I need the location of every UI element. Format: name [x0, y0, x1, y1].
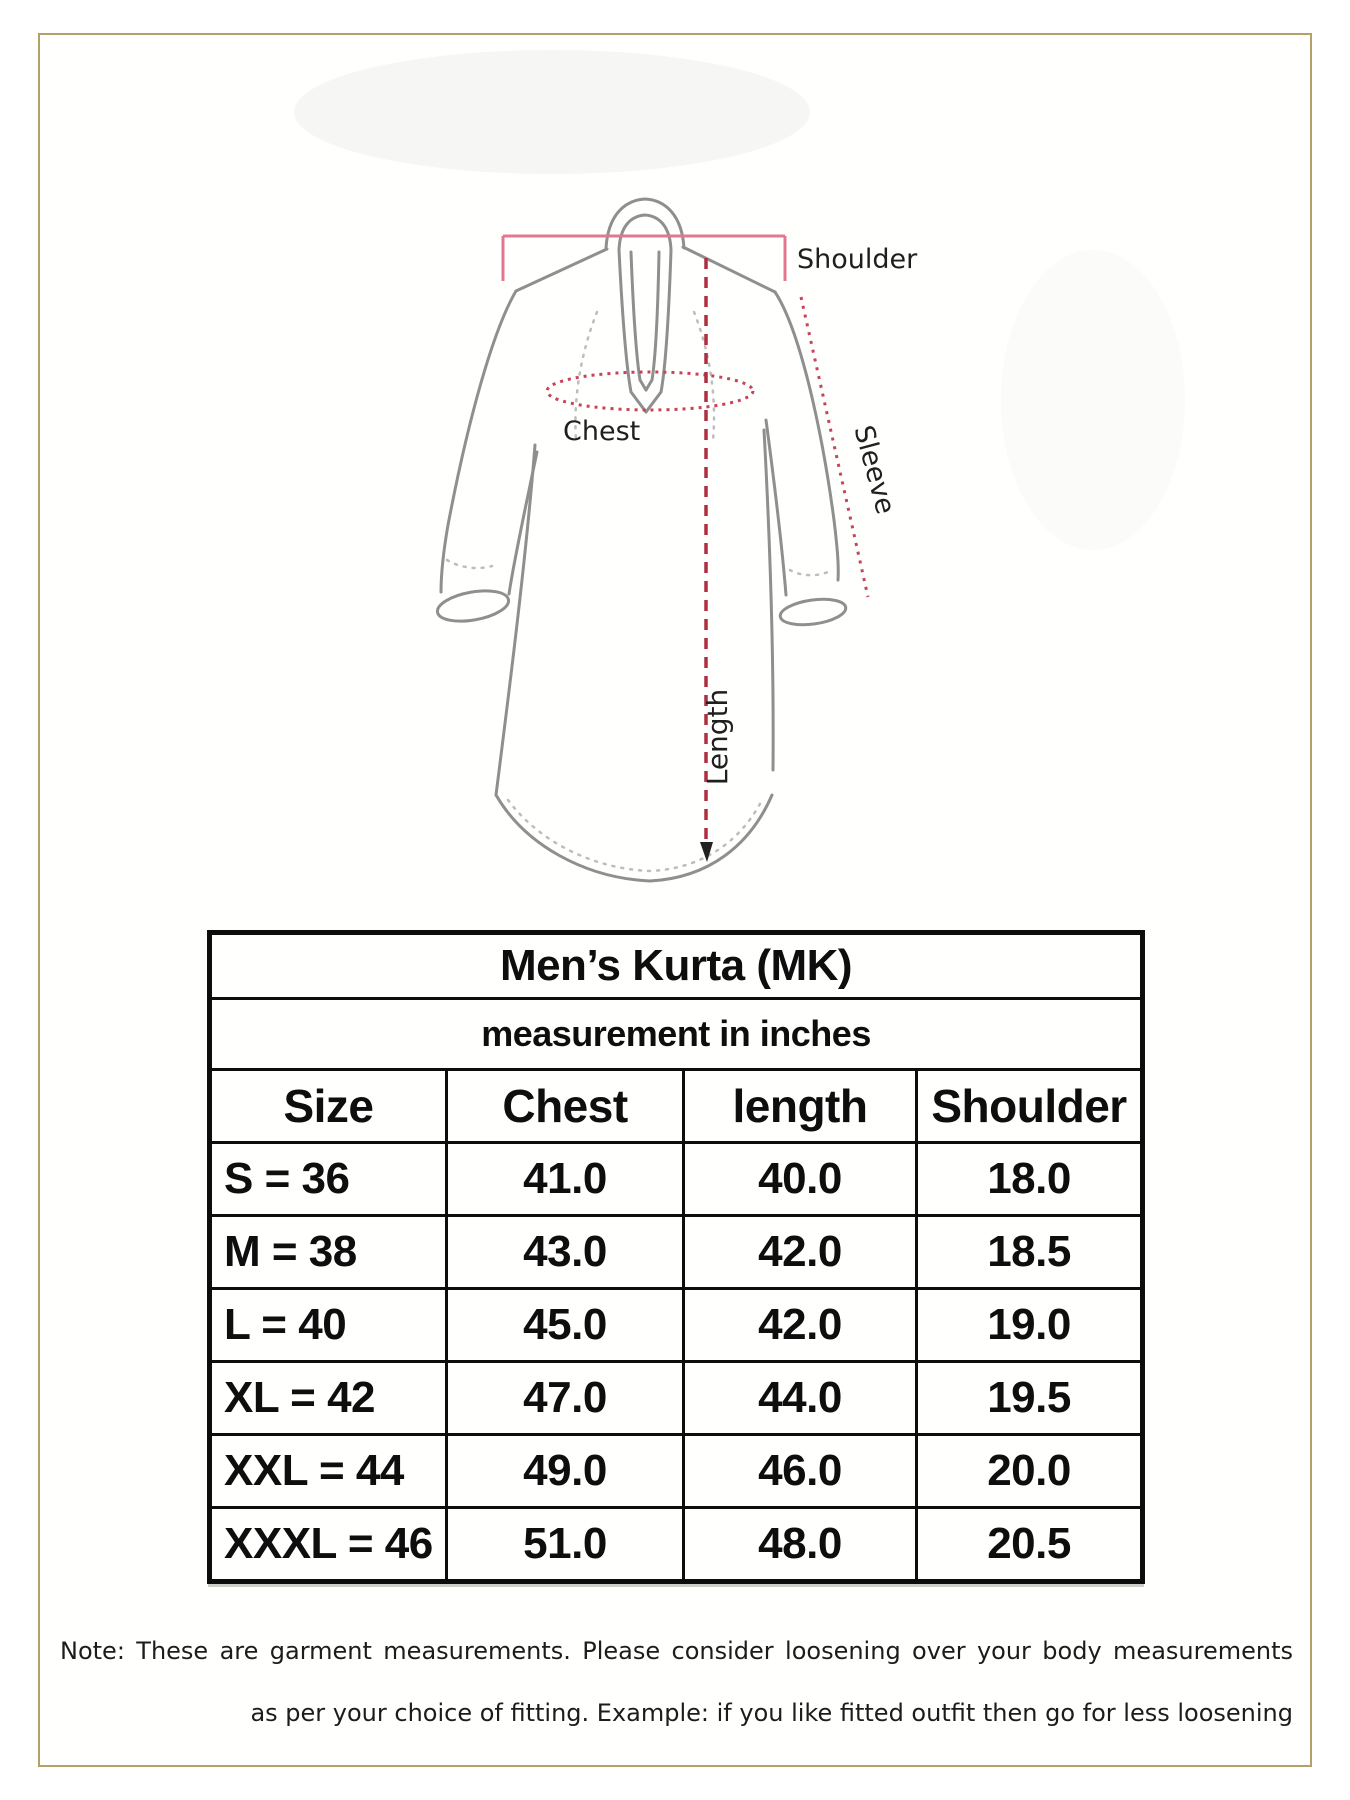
cell-length: 42.0	[684, 1216, 917, 1289]
cell-size: S = 36	[210, 1143, 447, 1216]
cell-length: 44.0	[684, 1362, 917, 1435]
shoulder-label: Shoulder	[797, 244, 918, 275]
faded-watermark-blob	[294, 50, 810, 174]
cell-shoulder: 18.5	[917, 1216, 1143, 1289]
cell-size: M = 38	[210, 1216, 447, 1289]
table-title-row	[210, 933, 1143, 999]
sleeve-label: Sleeve	[847, 422, 901, 518]
table-title: Men’s Kurta (MK)	[210, 933, 1143, 999]
cell-length: 42.0	[684, 1289, 917, 1362]
table-header-row	[210, 1070, 1143, 1143]
column-header-chest: Chest	[447, 1070, 684, 1143]
faded-side-blob	[1001, 250, 1185, 550]
table-row	[210, 1289, 1143, 1362]
cell-shoulder: 20.0	[917, 1435, 1143, 1508]
measurement-note	[60, 1620, 1293, 1744]
cell-size: XXXL = 46	[210, 1508, 447, 1582]
table-subtitle: measurement in inches	[210, 999, 1143, 1070]
size-rows	[210, 1143, 1143, 1582]
column-header-shoulder: Shoulder	[917, 1070, 1143, 1143]
chest-label: Chest	[563, 416, 641, 447]
table-row	[210, 1143, 1143, 1216]
table-row	[210, 1362, 1143, 1435]
cell-chest: 49.0	[447, 1435, 684, 1508]
cell-length: 40.0	[684, 1143, 917, 1216]
table-row	[210, 1435, 1143, 1508]
cell-chest: 41.0	[447, 1143, 684, 1216]
table-subtitle-row	[210, 999, 1143, 1070]
column-header-length: length	[684, 1070, 917, 1143]
note-line-2: as per your choice of fitting. Example: if you like fitted outfit then go for less loosening	[250, 1699, 1293, 1727]
cell-length: 46.0	[684, 1435, 917, 1508]
cell-size: XL = 42	[210, 1362, 447, 1435]
cell-shoulder: 20.5	[917, 1508, 1143, 1582]
measurement-lines	[503, 236, 868, 862]
length-label: Length	[701, 688, 734, 786]
cell-size: L = 40	[210, 1289, 447, 1362]
cell-shoulder: 18.0	[917, 1143, 1143, 1216]
kurta-outline	[435, 199, 847, 881]
cell-chest: 51.0	[447, 1508, 684, 1582]
cell-chest: 43.0	[447, 1216, 684, 1289]
cell-chest: 45.0	[447, 1289, 684, 1362]
cell-shoulder: 19.5	[917, 1362, 1143, 1435]
column-header-size: Size	[210, 1070, 447, 1143]
cell-length: 48.0	[684, 1508, 917, 1582]
cell-shoulder: 19.0	[917, 1289, 1143, 1362]
size-chart-table	[207, 930, 1145, 1584]
cell-size: XXL = 44	[210, 1435, 447, 1508]
table-row	[210, 1508, 1143, 1582]
table-row	[210, 1216, 1143, 1289]
cell-chest: 47.0	[447, 1362, 684, 1435]
note-line-1: Note: These are garment measurements. Please consider loosening over your body measurements	[60, 1637, 1293, 1665]
shoulder-measure-line	[503, 236, 785, 281]
